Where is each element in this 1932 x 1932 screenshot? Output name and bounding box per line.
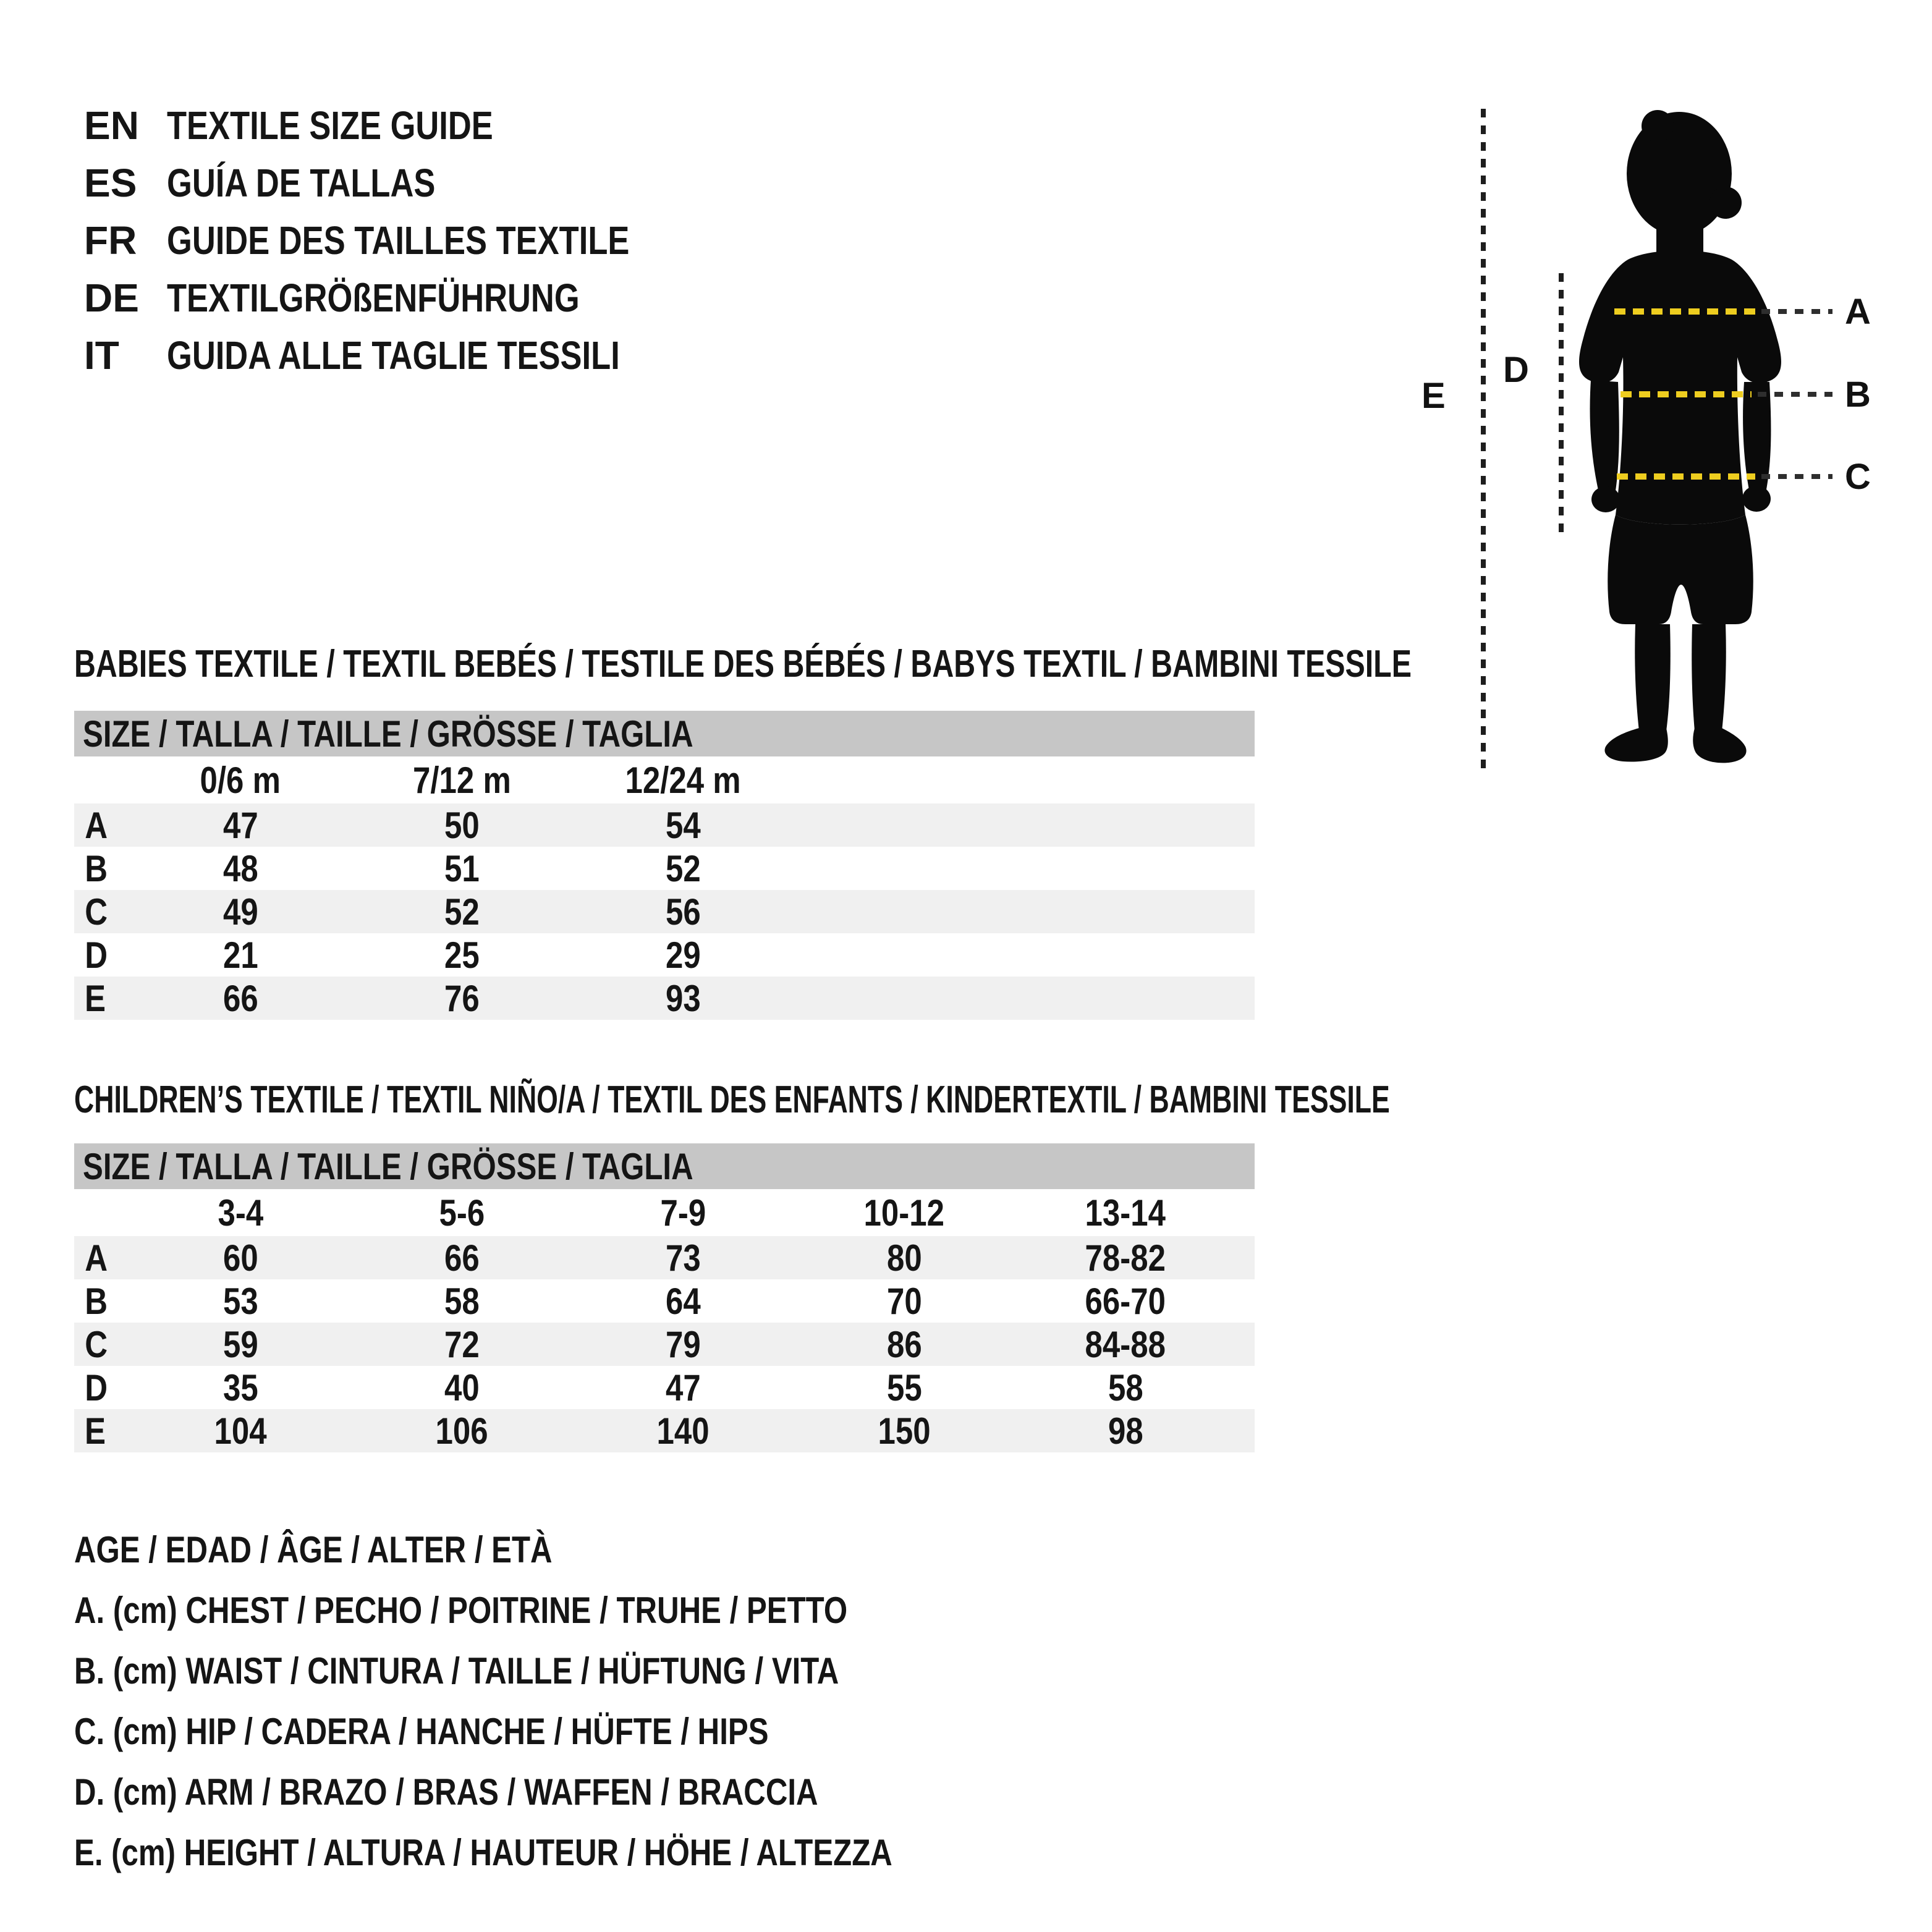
measure-label-E: E	[1421, 376, 1446, 416]
waist-line-dashes	[1758, 392, 1832, 397]
measure-value: 58	[444, 1280, 480, 1322]
measure-value: 66	[444, 1237, 480, 1279]
measure-row-label: D	[85, 1366, 108, 1409]
language-code: FR	[84, 218, 137, 263]
language-title: GUÍA DE TALLAS	[167, 160, 436, 205]
size-header-bar: SIZE / TALLA / TAILLE / GRÖSSE / TAGLIA	[74, 711, 1255, 756]
measure-value: 58	[1108, 1366, 1143, 1409]
measure-value: 55	[886, 1366, 922, 1409]
column-header: 7-9	[660, 1192, 706, 1234]
table-row	[74, 803, 1255, 847]
table-row	[74, 1279, 1255, 1323]
table-row	[74, 1366, 1255, 1409]
language-code: EN	[84, 103, 139, 148]
measure-row-label: E	[85, 977, 106, 1019]
measure-value: 98	[1108, 1410, 1143, 1452]
language-title: GUIDE DES TAILLES TEXTILE	[167, 218, 630, 263]
children-section-heading: CHILDREN’S TEXTILE / TEXTIL NIÑO/A / TEXTIL DES ENFANTS / KINDERTEXTIL / BAMBINI TESSILE	[74, 1078, 1390, 1121]
measure-value: 64	[665, 1280, 701, 1322]
measure-value: 25	[444, 934, 480, 976]
language-row	[84, 326, 731, 384]
measure-value: 93	[665, 977, 701, 1019]
legend-arm-line: D. (cm) ARM / BRAZO / BRAS / WAFFEN / BRACCIA	[74, 1771, 818, 1813]
measure-value: 140	[656, 1410, 710, 1452]
hip-line-dashes	[1761, 474, 1832, 479]
legend-age-line: AGE / EDAD / ÂGE / ALTER / ETÀ	[74, 1528, 553, 1570]
measure-value: 73	[665, 1237, 701, 1279]
measure-value: 52	[665, 847, 701, 889]
language-code: IT	[84, 333, 119, 378]
language-row	[84, 154, 731, 211]
legend-chest-line: A. (cm) CHEST / PECHO / POITRINE / TRUHE / PETTO	[74, 1589, 848, 1631]
table-row	[74, 1236, 1255, 1279]
measure-label-B: B	[1845, 375, 1871, 415]
measure-value: 80	[886, 1237, 922, 1279]
measure-value: 86	[886, 1323, 922, 1365]
language-row	[84, 96, 731, 154]
measure-value: 49	[222, 891, 258, 933]
language-row	[84, 211, 731, 269]
measure-row-label: D	[85, 934, 108, 976]
measure-label-D: D	[1503, 350, 1529, 390]
table-row	[74, 890, 1255, 933]
measure-value: 66	[222, 977, 258, 1019]
measure-row-label: C	[85, 1323, 108, 1365]
measure-value: 84-88	[1085, 1323, 1166, 1365]
legend-hip-line: C. (cm) HIP / CADERA / HANCHE / HÜFTE / HIPS	[74, 1710, 769, 1752]
table-row	[74, 847, 1255, 890]
size-header-bar: SIZE / TALLA / TAILLE / GRÖSSE / TAGLIA	[74, 1143, 1255, 1189]
table-row	[74, 1323, 1255, 1366]
hip-line-yellow	[1617, 473, 1755, 480]
measure-value: 150	[878, 1410, 931, 1452]
measure-row-label: B	[85, 847, 108, 889]
column-header-row	[74, 756, 1255, 803]
measure-value: 60	[222, 1237, 258, 1279]
measurement-legend	[74, 1519, 1072, 1883]
column-header: 3-4	[218, 1192, 263, 1234]
column-header: 7/12 m	[412, 759, 511, 801]
measure-value: 52	[444, 891, 480, 933]
measure-value: 50	[444, 804, 480, 846]
measure-value: 40	[444, 1366, 480, 1409]
arm-measure-line-D	[1559, 273, 1564, 535]
measure-value: 106	[435, 1410, 488, 1452]
language-code: ES	[84, 160, 137, 205]
measure-value: 21	[222, 934, 258, 976]
measure-value: 78-82	[1085, 1237, 1166, 1279]
measure-value: 56	[665, 891, 701, 933]
table-body	[74, 1189, 1255, 1452]
measure-value: 79	[665, 1323, 701, 1365]
measure-row-label: B	[85, 1280, 108, 1322]
chest-line-dashes	[1761, 309, 1832, 314]
column-header-row	[74, 1189, 1255, 1236]
measure-value: 47	[222, 804, 258, 846]
column-header: 13-14	[1085, 1192, 1166, 1234]
babies-section-heading: BABIES TEXTILE / TEXTIL BEBÉS / TESTILE DES BÉBÉS / BABYS TEXTIL / BAMBINI TESSILE	[74, 643, 1412, 685]
language-list	[84, 96, 731, 384]
measure-value: 53	[222, 1280, 258, 1322]
measure-value: 29	[665, 934, 701, 976]
measure-value: 48	[222, 847, 258, 889]
table-row	[74, 933, 1255, 977]
legend-height-line: E. (cm) HEIGHT / ALTURA / HAUTEUR / HÖHE / ALTEZZA	[74, 1831, 892, 1873]
language-title: TEXTILE SIZE GUIDE	[167, 103, 493, 148]
measure-value: 54	[665, 804, 701, 846]
measure-row-label: E	[85, 1410, 106, 1452]
table-body	[74, 756, 1255, 1020]
measure-row-label: A	[85, 1237, 108, 1279]
measure-row-label: C	[85, 891, 108, 933]
chest-line-yellow	[1614, 308, 1755, 315]
measure-value: 35	[222, 1366, 258, 1409]
measure-label-C: C	[1845, 457, 1871, 497]
waist-line-yellow	[1621, 391, 1752, 397]
language-row	[84, 269, 731, 326]
column-header: 10-12	[863, 1192, 945, 1234]
measure-value: 72	[444, 1323, 480, 1365]
measure-label-A: A	[1845, 292, 1871, 332]
column-header: 0/6 m	[200, 759, 281, 801]
language-title: GUIDA ALLE TAGLIE TESSILI	[167, 333, 620, 378]
babies-size-table	[74, 711, 1255, 1020]
table-row	[74, 977, 1255, 1020]
children-size-table	[74, 1143, 1255, 1452]
measure-value: 47	[665, 1366, 701, 1409]
legend-waist-line: B. (cm) WAIST / CINTURA / TAILLE / HÜFTUNG / VITA	[74, 1650, 839, 1692]
language-code: DE	[84, 275, 139, 320]
column-header: 12/24 m	[625, 759, 741, 801]
measure-value: 76	[444, 977, 480, 1019]
language-title: TEXTILGRÖßENFÜHRUNG	[167, 275, 580, 320]
column-header: 5-6	[439, 1192, 485, 1234]
measure-row-label: A	[85, 804, 108, 846]
measure-value: 104	[214, 1410, 267, 1452]
measure-value: 59	[222, 1323, 258, 1365]
measure-value: 66-70	[1085, 1280, 1166, 1322]
table-row	[74, 1409, 1255, 1452]
measure-value: 70	[886, 1280, 922, 1322]
measure-value: 51	[444, 847, 480, 889]
